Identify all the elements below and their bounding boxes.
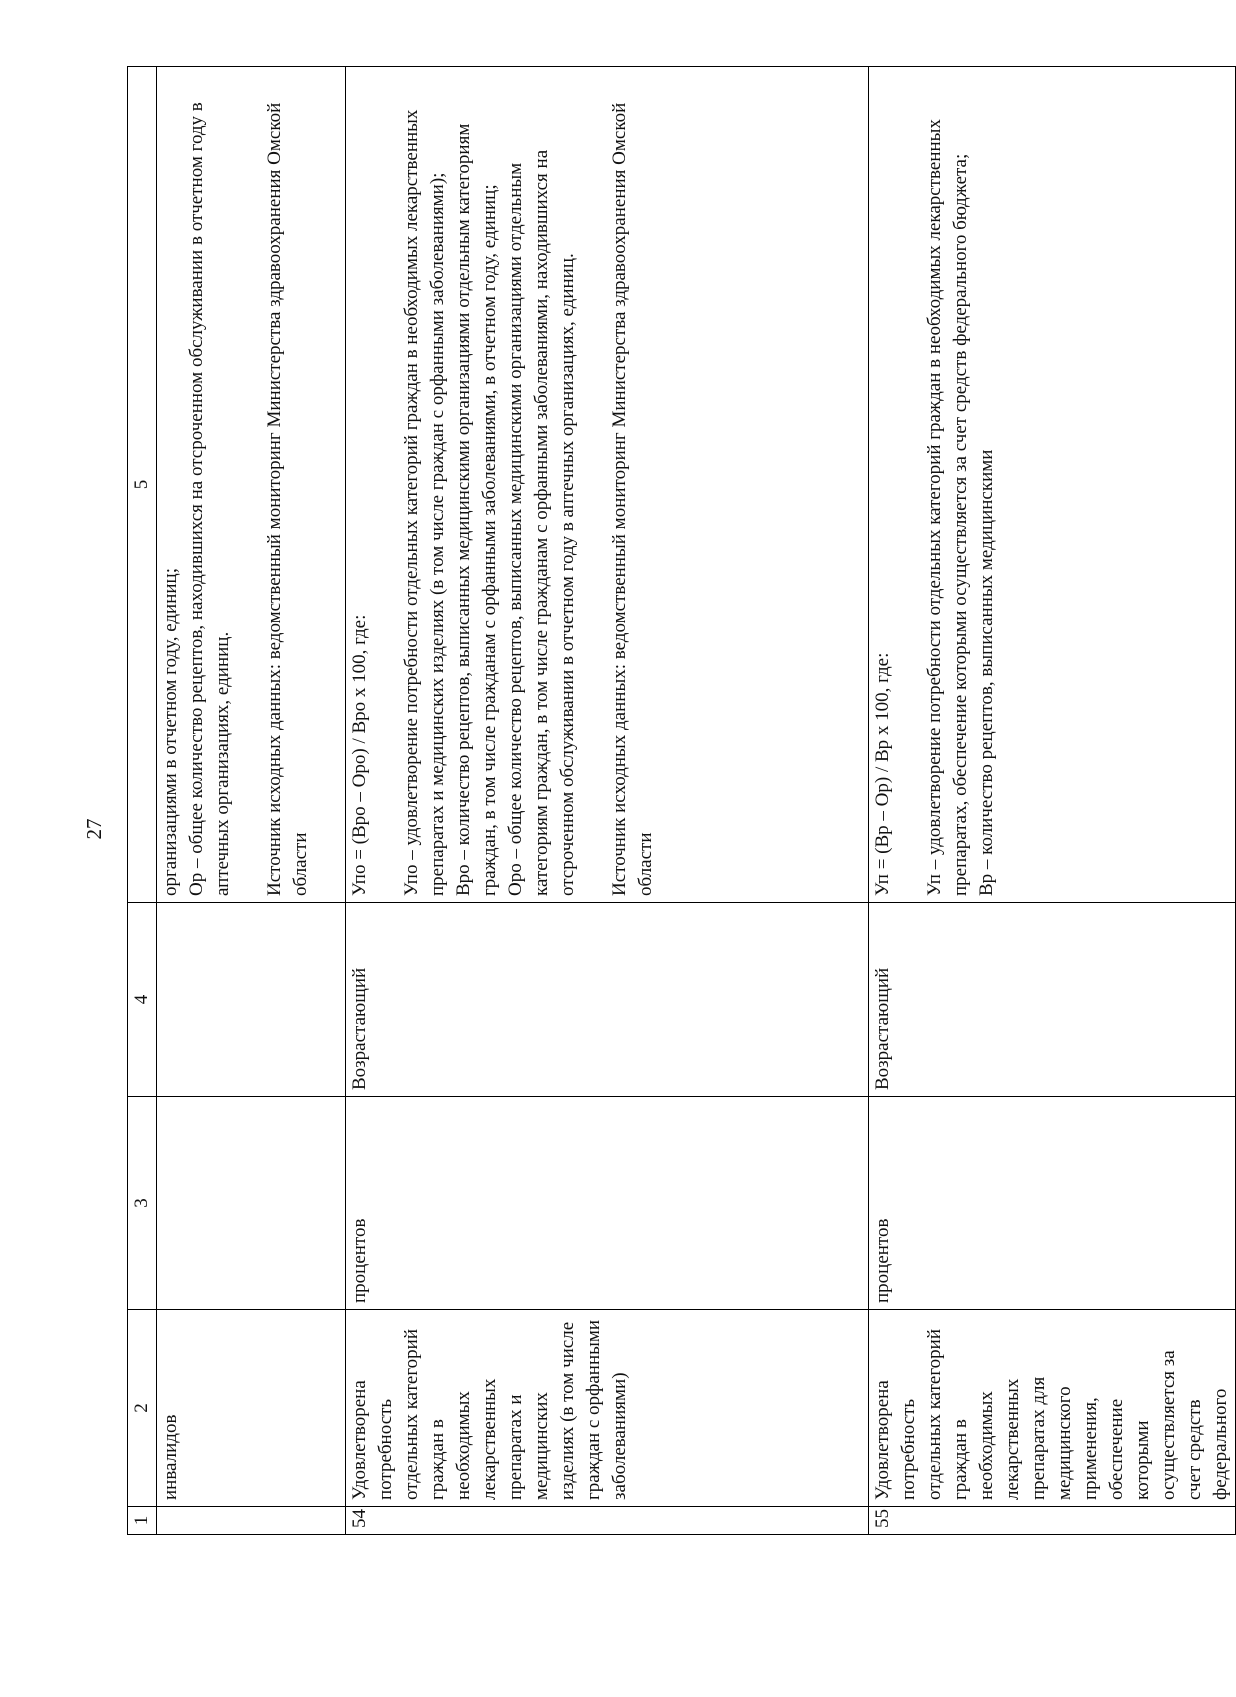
rotated-table-wrapper <box>127 67 1231 1535</box>
indicator-name: Удовлетворена потребность отдельных категорий граждан в необходимых лекарственных препаратах и медицинских изделиях (в том числе граждан с орфанными заболеваниями) <box>346 1310 869 1507</box>
calculation-method: Уп = (Вр – Ор) / Вр х 100, где: Уп – удовлетворение потребности отдельных категорий граждан в необходимых лекарственных препаратах, обеспечение которыми осуществляется за счет средств федерального бюджета; Вр – количество рецептов, выписанных медицинскими <box>869 67 1236 903</box>
row-number <box>157 1507 346 1535</box>
header-cell-1: 1 <box>128 1507 157 1535</box>
trend <box>157 903 346 1097</box>
calculation-method: Упо = (Врo – Орo) / Врo х 100, где: Упо – удовлетворение потребности отдельных категорий граждан в необходимых лекарственных препаратах и медицинских изделиях (в том числе граждан с орфанными заболеваниями); Вро – количество рецептов, выписанных медицинскими организациями отдельным категориям граждан, в том числе гражданам с орфанными заболеваниями, в отчетном году, единиц; Оро – общее количество рецептов, выписанных медицинскими организациями отдельным категориям граждан, в том числе гражданам с орфанными заболеваниями, находившихся на отсроченном обслуживании в отчетном году в аптечных организациях, единиц. Источник исходных данных: ведомственный мониторинг Министерства здравоохранения Омской области <box>346 67 869 903</box>
unit-of-measure: процентов <box>869 1097 1236 1310</box>
calculation-method: организациями в отчетном году, единиц; Ор – общее количество рецептов, находившихся на отсроченном обслуживании в отчетном году в аптечных организациях, единиц. Источник исходных данных: ведомственный мониторинг Министерства здравоохранения Омской области <box>157 67 346 903</box>
trend: Возрастающий <box>346 903 869 1097</box>
indicator-name: инвалидов <box>157 1310 346 1507</box>
header-cell-4: 4 <box>128 903 157 1097</box>
unit-of-measure <box>157 1097 346 1310</box>
page-number: 27 <box>82 818 106 840</box>
table-row <box>157 67 346 1535</box>
header-cell-2: 2 <box>128 1310 157 1507</box>
header-cell-5: 5 <box>128 67 157 903</box>
table-header-row <box>128 67 157 1535</box>
table-row <box>346 67 869 1535</box>
row-number: 55 <box>869 1507 1236 1535</box>
row-number: 54 <box>346 1507 869 1535</box>
indicator-table <box>127 66 1236 1535</box>
header-cell-3: 3 <box>128 1097 157 1310</box>
indicator-name: Удовлетворена потребность отдельных категорий граждан в необходимых лекарственных препаратах для медицинского применения, обеспечение которыми осуществляется за счет средств федерального <box>869 1310 1236 1507</box>
unit-of-measure: процентов <box>346 1097 869 1310</box>
table-row <box>869 67 1236 1535</box>
trend: Возрастающий <box>869 903 1236 1097</box>
